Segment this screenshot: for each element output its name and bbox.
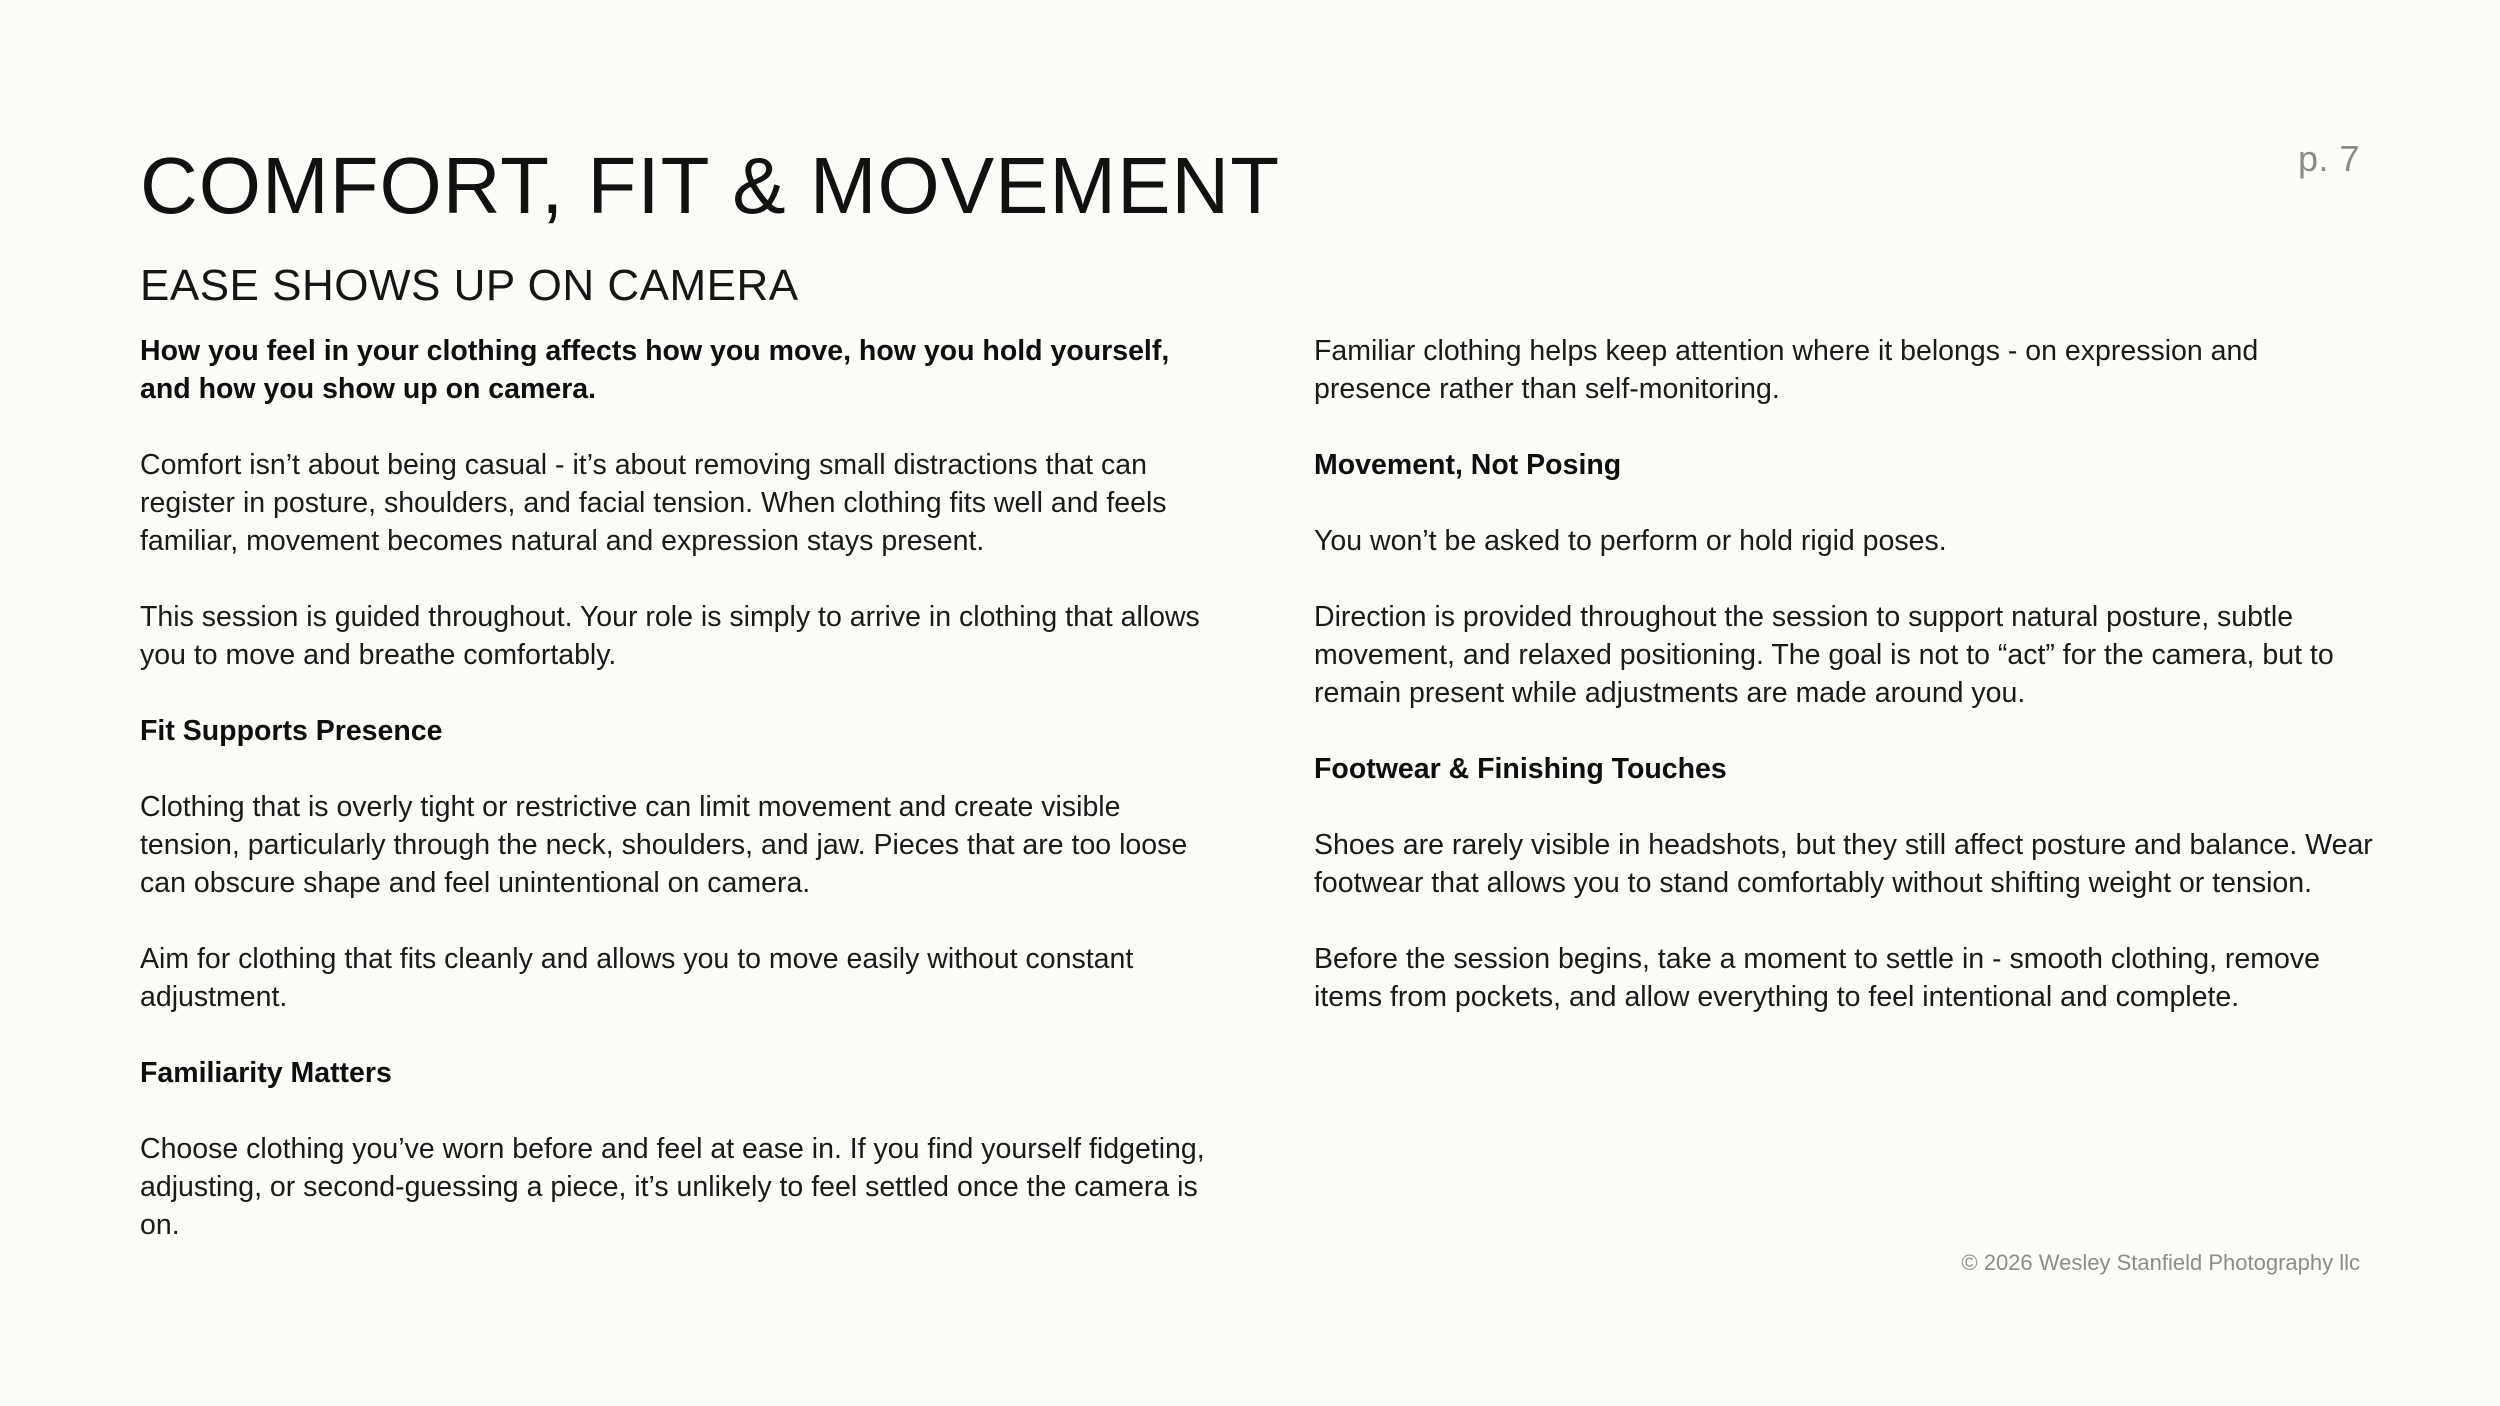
fit-tension-paragraph: Clothing that is overly tight or restrictive can limit movement and create visible tension, particularly through the neck, shoulders, and jaw. Pieces that are too loose can obscure shape and feel unintentional on camera.: [140, 791, 1188, 899]
guided-session-paragraph: This session is guided throughout. Your role is simply to arrive in clothing that allows you to move and breathe comfortably.: [140, 601, 1200, 671]
lead-paragraph: How you feel in your clothing affects how you move, how you hold yourself, and how you show up on camera.: [140, 335, 1170, 405]
left-column: [140, 332, 1220, 1244]
familiar-clothing-paragraph: Familiar clothing helps keep attention where it belongs - on expression and presence rather than self-monitoring.: [1314, 335, 2259, 405]
section-heading-familiarity: Familiarity Matters: [140, 1057, 392, 1089]
direction-paragraph: Direction is provided throughout the session to support natural posture, subtle movement, and relaxed positioning. The goal is not to “act” for the camera, but to remain present while adjustments are made around you.: [1314, 601, 2334, 709]
footwear-paragraph: Shoes are rarely visible in headshots, but they still affect posture and balance. Wear footwear that allows you to stand comfortably without shifting weight or tension.: [1314, 829, 2373, 899]
copyright-footer: © 2026 Wesley Stanfield Photography llc: [1961, 1250, 2360, 1275]
section-heading-movement: Movement, Not Posing: [1314, 449, 1622, 481]
fit-aim-paragraph: Aim for clothing that fits cleanly and allows you to move easily without constant adjustment.: [140, 943, 1134, 1013]
page-title: COMFORT, FIT & MOVEMENT: [140, 141, 1281, 230]
familiarity-paragraph: Choose clothing you’ve worn before and feel at ease in. If you find yourself fidgeting, adjusting, or second-guessing a piece, it’s unlikely to feel settled once the camera is on.: [140, 1133, 1205, 1241]
settle-in-paragraph: Before the session begins, take a moment to settle in - smooth clothing, remove items from pockets, and allow everything to feel intentional and complete.: [1314, 943, 2320, 1013]
comfort-paragraph: Comfort isn’t about being casual - it’s about removing small distractions that can register in posture, shoulders, and facial tension. When clothing fits well and feels familiar, movement becomes natural and expression stays present.: [140, 449, 1167, 557]
page-number: p. 7: [2297, 138, 2360, 179]
page-subtitle: EASE SHOWS UP ON CAMERA: [140, 261, 799, 310]
no-posing-paragraph: You won’t be asked to perform or hold rigid poses.: [1314, 525, 1947, 557]
section-heading-footwear: Footwear & Finishing Touches: [1314, 753, 1727, 785]
section-heading-fit: Fit Supports Presence: [140, 715, 443, 747]
right-column: [1314, 332, 2376, 1016]
